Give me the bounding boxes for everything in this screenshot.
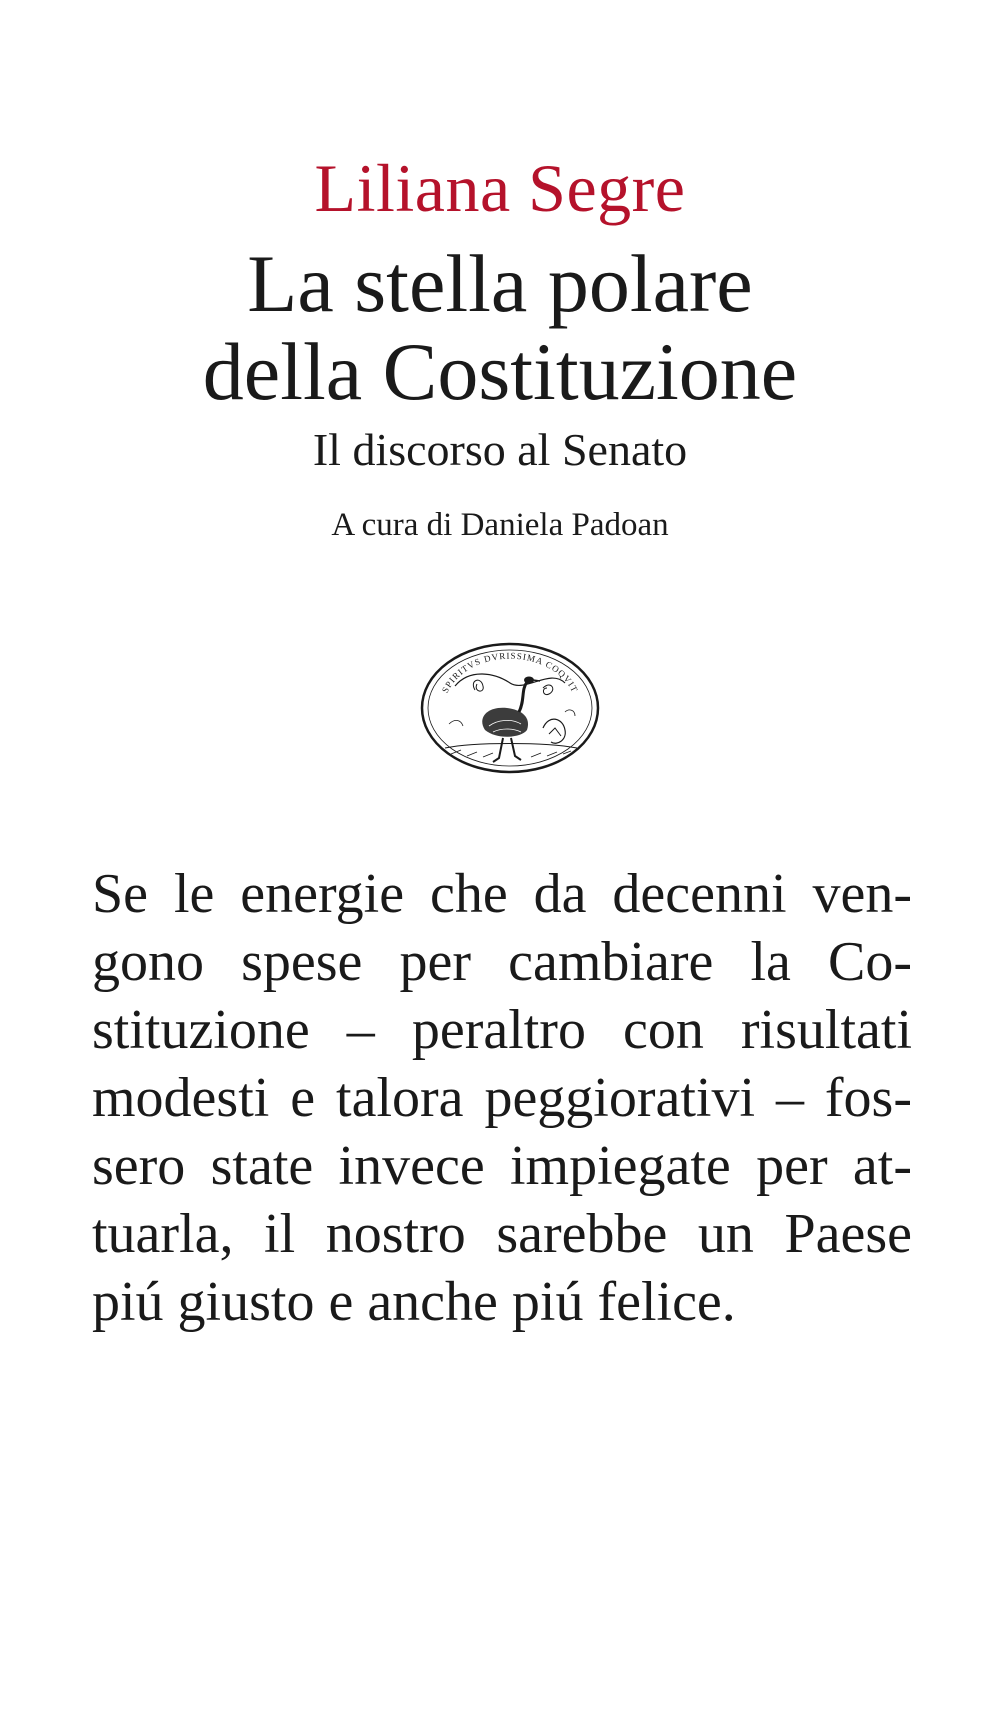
- book-title: [0, 240, 1000, 416]
- quote-line: gono spese per cambiare la Co-: [92, 931, 912, 993]
- author-name: Liliana Segre: [314, 150, 686, 226]
- quote-line: piú giusto e anche piú felice.: [92, 1271, 736, 1333]
- title-line-2: della Costituzione: [202, 326, 798, 417]
- book-subtitle: Il discorso al Senato: [312, 424, 688, 475]
- emblem-motto: SPIRITVS DVRISSIMA COQVIT: [439, 650, 581, 695]
- quote-line: stituzione – peraltro con risultati: [92, 999, 912, 1061]
- editor-credit: A cura di Daniela Padoan: [331, 507, 669, 543]
- quote-line: tuarla, il nostro sarebbe un Paese: [92, 1203, 912, 1265]
- quote-line: sero state invece impiegate per at-: [92, 1135, 912, 1197]
- quote-line: modesti e talora peggiorativi – fos-: [92, 1067, 912, 1129]
- ostrich-emblem-icon: [415, 638, 605, 778]
- title-line-1: La stella polare: [247, 238, 753, 329]
- back-cover-quote: [92, 860, 912, 1336]
- quote-line: Se le energie che da decenni ven-: [92, 863, 912, 925]
